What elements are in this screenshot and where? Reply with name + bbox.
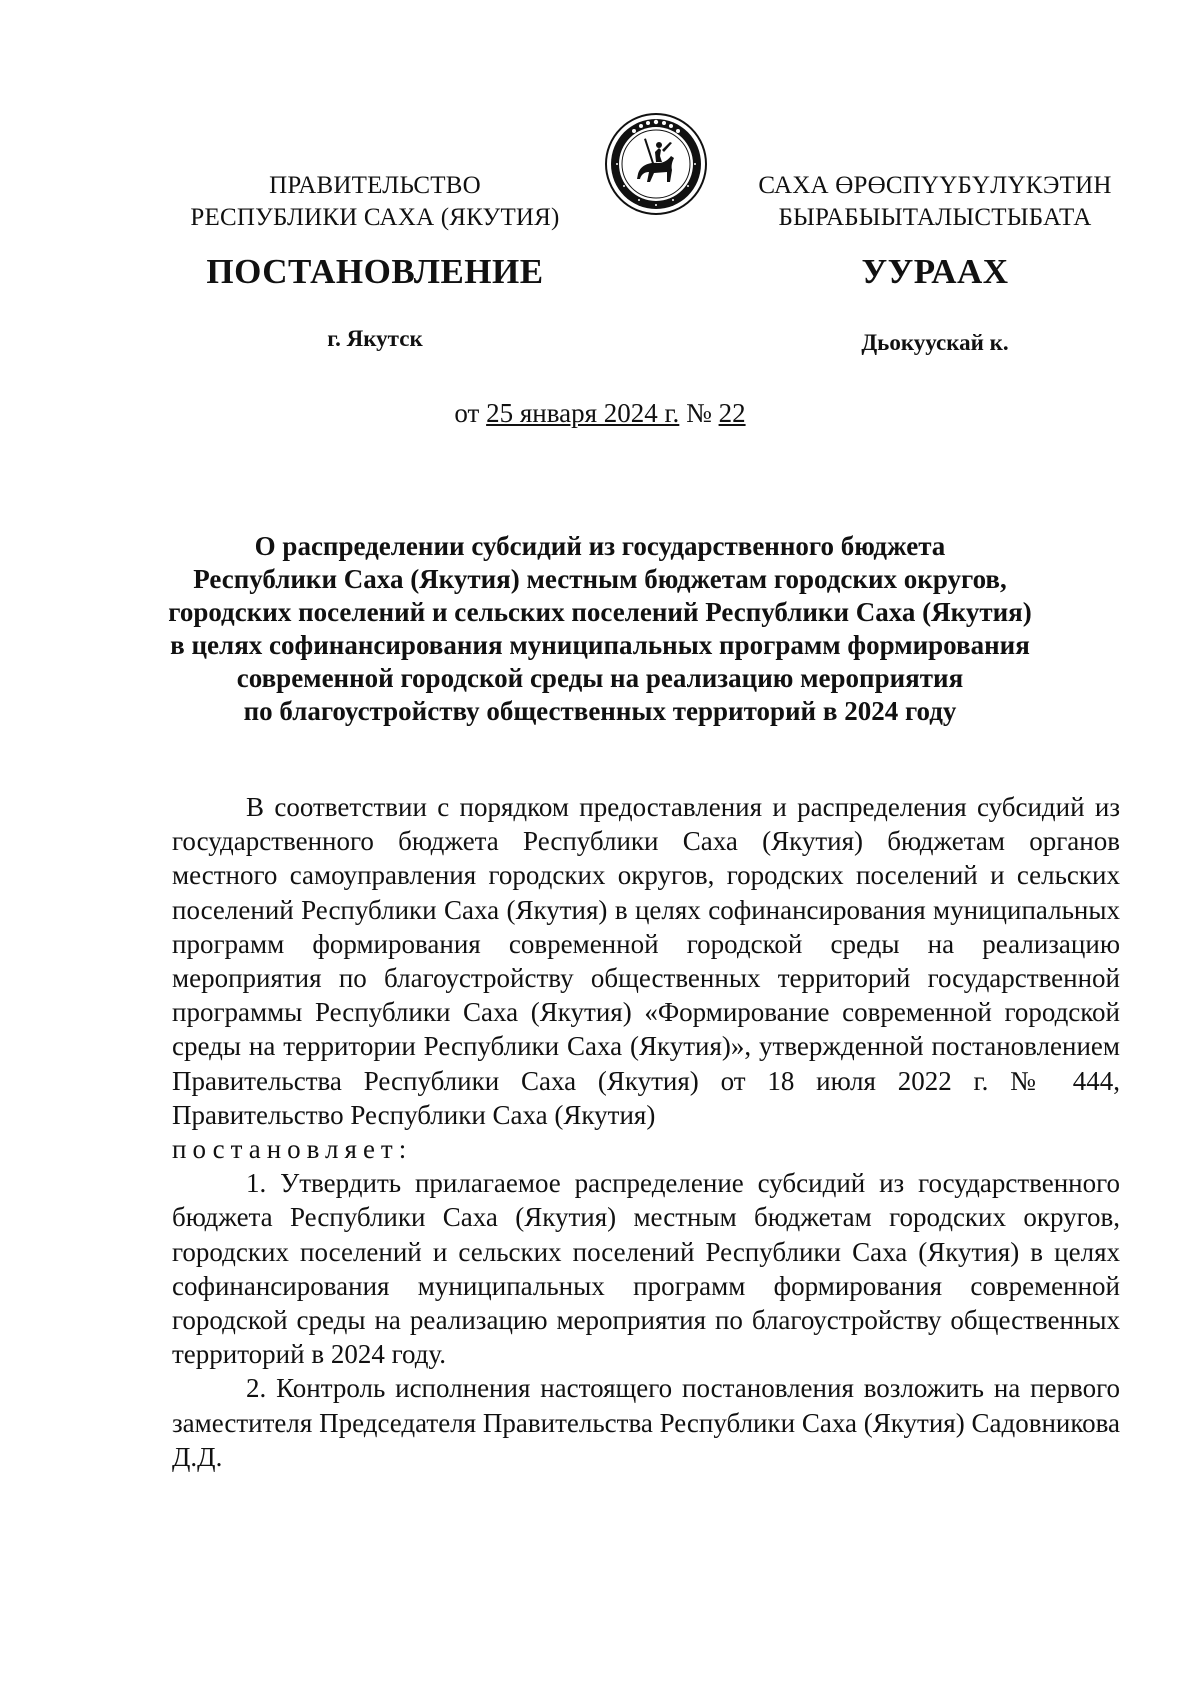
government-name-sakha-line2: БЫРАБЫЫТАЛЫСТЫБАТА (778, 204, 1092, 231)
city-sakha: Дьокуускай к. (861, 330, 1009, 355)
government-name-ru-line1: ПРАВИТЕЛЬСТВО (269, 172, 481, 199)
date-prefix: от (454, 398, 480, 428)
government-name-ru (170, 170, 580, 234)
document-type-sakha: УУРААХ (861, 252, 1009, 291)
title-line: в целях софинансирования муниципальных программ формирования (170, 630, 1030, 660)
clause-2: 2. Контроль исполнения настоящего постановления возложить на первого заместителя Председателя Правительства Республики Саха (Якутия) Садовникова Д.Д. (172, 1373, 1120, 1472)
government-name-sakha-line1: САХА ӨРӨСПҮҮБҮЛҮКЭТИН (758, 172, 1112, 199)
document-body (172, 790, 1120, 1474)
title-line: городских поселений и сельских поселений Республики Саха (Якутия) (168, 597, 1032, 627)
sakha-coat-of-arms-icon (604, 112, 708, 216)
title-line: современной городской среды на реализацию мероприятия (236, 663, 964, 693)
document-number: 22 (718, 398, 746, 428)
number-sign: № (686, 398, 712, 428)
title-line: О распределении субсидий из государственного бюджета (254, 531, 946, 561)
preamble-paragraph: В соответствии с порядком предоставления и распределения субсидий из государственного бюджета Республики Саха (Якутия) бюджетам органов местного самоуправления городских округов, городских поселений и сельских поселений Республики Саха (Якутия) в целях софинансирования муниципальных программ формирования современной городской среды на реализацию мероприятия по благоустройству общественных территорий государственной программы Республики Саха (Якутия) «Формирование современной городской среды на территории Республики Саха (Якутия)», утвержденной постановлением Правительства Республики Саха (Якутия) от 18 июля 2022 г. № 444, Правительство Республики Саха (Якутия) (172, 792, 1120, 1130)
document-title (150, 530, 1050, 728)
date-and-number (0, 398, 1200, 429)
decree-word (172, 1132, 1120, 1166)
government-name-sakha (750, 170, 1120, 234)
document-date: 25 января 2024 г. (486, 398, 680, 428)
title-line: по благоустройству общественных территорий в 2024 году (243, 696, 957, 726)
government-name-ru-line2: РЕСПУБЛИКИ САХА (ЯКУТИЯ) (190, 204, 560, 231)
clause-1: 1. Утвердить прилагаемое распределение субсидий из государственного бюджета Республики Саха (Якутия) местным бюджетам городских округов, городских поселений и сельских поселений Республики Саха (Якутия) в целях софинансирования муниципальных программ формирования современной городской среды на реализацию мероприятия по благоустройству общественных территорий в 2024 году. (172, 1168, 1120, 1370)
document-type-ru: ПОСТАНОВЛЕНИЕ (206, 252, 544, 291)
decree-word-text: постановляет: (172, 1134, 413, 1165)
title-line: Республики Саха (Якутия) местным бюджетам городских округов, (193, 564, 1007, 594)
city-ru: г. Якутск (327, 326, 423, 351)
